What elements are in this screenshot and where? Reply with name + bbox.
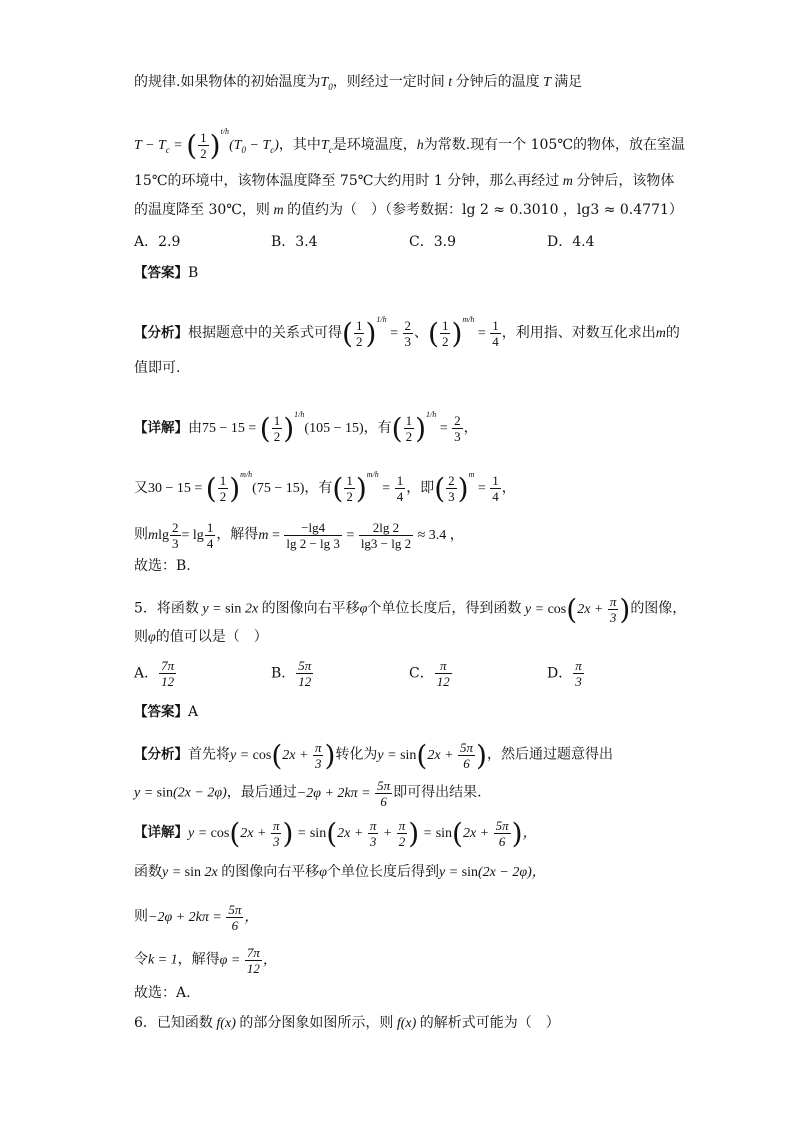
option-b[interactable]: B． $\frac{5\pi}{12}$ (271, 658, 312, 689)
math-fx: f(x) (393, 1016, 420, 1031)
option-b[interactable]: B．3.4 (271, 234, 318, 250)
math-expr: φ = $\frac{7\pi}{12}$ ， (219, 945, 277, 976)
text: 由 (188, 420, 202, 436)
text: 15℃的环境中，该物体温度降至 75℃大约用时 1 分钟，那么再经过 (134, 173, 560, 189)
text: 6．已知函数 (134, 1015, 213, 1031)
answer-value: B (188, 265, 199, 281)
problem4-analysis-line2 (134, 358, 180, 378)
text: 的温度降至 30℃，则 (134, 202, 270, 218)
text: 是环境温度， (332, 137, 417, 153)
text: 首先将 (188, 746, 230, 763)
option-a[interactable]: A．2.9 (134, 234, 181, 250)
text: 转化为 (335, 746, 378, 763)
text: 值即可. (134, 360, 181, 376)
problem5-stem-line2 (134, 627, 268, 648)
answer-value: A (188, 704, 199, 720)
problem4-detail-line2 (134, 465, 516, 504)
text: 令 (134, 951, 148, 968)
option-letter: C． (409, 665, 434, 682)
text: ，解得 (177, 951, 220, 968)
math-expr: y = cos(2x + $\frac{\pi}{3}$ ) (521, 592, 631, 626)
option-c[interactable]: C． $\frac{\pi}{12}$ (409, 658, 450, 689)
problem5-detail-line3 (134, 902, 258, 933)
answer-tag: 【答案】 (134, 704, 188, 720)
problem4-formula-line (134, 122, 685, 161)
text: ，其中 (278, 137, 321, 153)
detail-tag: 【详解】 (134, 420, 188, 436)
text: ，即 (406, 480, 435, 496)
math-expr: m = $\frac{-\lg 4}{\lg 2 - \lg 3}$ = $\frac{2\lg 2}{\lg 3 - \lg 2}$ ≈ 3.4 ， (258, 520, 464, 551)
text: 的图像向右平移 (261, 600, 360, 617)
math-expr: ( $\frac{1}{2}$ )$^{m/h}$ = $\frac{1}{4}$ (332, 470, 404, 505)
math-expr: y = sin(2x + $\frac{5\pi}{6}$ ) (377, 738, 487, 772)
text: ，则经过一定时间 (332, 74, 445, 90)
text: 故选：A. (134, 985, 191, 1001)
text: 则 (134, 908, 148, 925)
problem4-detail-line3 (134, 520, 464, 551)
option-letter: B． (271, 665, 296, 682)
math-m: m (655, 326, 666, 341)
text: 满足 (554, 74, 583, 90)
text: ，最后通过 (226, 784, 297, 801)
text: 故选：B. (134, 558, 191, 574)
problem5-answer (134, 702, 198, 722)
math-expr: y = sin 2x (162, 865, 222, 880)
problem5-analysis-line2 (134, 778, 482, 809)
problem5-conclusion (134, 983, 191, 1003)
math-expr: −2φ + 2kπ = $\frac{5\pi}{6}$ (296, 778, 391, 809)
text: 的规律.如果物体的初始温度为 (134, 74, 321, 90)
text: 则 (134, 629, 148, 645)
math-expr: 75 − 15 = ( $\frac{1}{2}$ )$^{1/h}$(105 − 15) (202, 410, 364, 445)
math-expr: −2φ + 2kπ = $\frac{5\pi}{6}$ ， (148, 902, 259, 933)
option-c[interactable]: C．3.9 (409, 234, 456, 250)
problem4-detail-line1 (134, 405, 478, 444)
math-expr: ( $\frac{1}{2}$ )$^{1/h}$ = $\frac{2}{3}$ ， (391, 410, 478, 445)
option-letter: A． (134, 665, 159, 682)
math-phi: φ (148, 630, 156, 645)
math-expr: mlg $\frac{2}{3}$ = lg $\frac{1}{4}$ (148, 520, 214, 551)
math-m: m (559, 174, 577, 189)
text: 又 (134, 480, 148, 496)
problem4-answer (134, 263, 198, 283)
text: 的 (665, 325, 680, 341)
text: 分钟后，该物体 (576, 173, 675, 189)
problem6-stem (134, 1013, 560, 1034)
problem5-options (134, 658, 694, 694)
answer-tag: 【答案】 (134, 265, 188, 281)
text: 个单位长度后得到 (326, 864, 439, 880)
math-formula: $T - T_c$ = ( $\frac{1}{2}$ )$^{t/h}(T_0 - T_c)$ (134, 127, 279, 162)
option-d[interactable]: D．4.4 (547, 234, 595, 250)
math-expr: 30 − 15 = ( $\frac{1}{2}$ )$^{m/h}$(75 − 15) (148, 470, 305, 505)
math-expr: y = cos(2x + $\frac{\pi}{3}$ ) = sin(2x + $\frac{\pi}{3}$ + $\frac{\pi}{2}$ ) = sin(2x + $\frac{5\pi}{6}$ )， (188, 816, 537, 850)
problem4-text-line1 (134, 72, 582, 97)
option-letter: D． (547, 665, 573, 682)
analysis-tag: 【分析】 (134, 325, 188, 341)
problem5-stem-line1 (134, 594, 686, 625)
problem4-options (134, 232, 694, 252)
text: ，有 (304, 480, 333, 496)
option-d[interactable]: D． $\frac{\pi}{3}$ (547, 658, 582, 689)
text: 的图像， (630, 600, 687, 617)
math-expr: k = 1 (148, 952, 178, 968)
text: 的部分图象如图所示，则 (239, 1015, 394, 1031)
math-Tc: $T_c$ (320, 138, 333, 155)
problem5-analysis-line1 (134, 740, 613, 771)
analysis-tag: 【分析】 (134, 746, 188, 763)
problem5-detail-line2 (134, 862, 546, 883)
text: 的图像向右平移 (221, 864, 320, 880)
math-t: t (444, 75, 456, 90)
math-m: m (269, 203, 288, 218)
math-fx: f(x) (212, 1016, 240, 1031)
math-expr: ( $\frac{1}{2}$ )$^{1/h}$ = $\frac{2}{3}$ 、( $\frac{1}{2}$ )$^{m/h}$ = $\frac{1}{4}$ (342, 315, 499, 350)
text: ，利用指、对数互化求出 (501, 325, 656, 341)
problem4-conclusion (134, 556, 191, 576)
text: 的值可以是（ ） (155, 629, 268, 645)
math-expr: y = sin 2x (198, 601, 262, 617)
problem4-text-line4 (134, 200, 683, 221)
text: ，然后通过题意得出 (486, 746, 613, 763)
math-expr: ( $\frac{2}{3}$ )$^m$ = $\frac{1}{4}$ ， (434, 470, 516, 505)
math-T: T (539, 75, 555, 90)
text: ，有 (363, 420, 392, 436)
text: 则 (134, 526, 148, 543)
problem4-analysis (134, 310, 680, 349)
text: 为常数.现有一个 105℃的物体，放在室温 (423, 137, 686, 153)
math-expr: y = cos(2x + $\frac{\pi}{3}$ ) (230, 738, 336, 772)
problem5-detail-line1 (134, 818, 537, 849)
text: 函数 (134, 864, 162, 880)
detail-tag: 【详解】 (134, 824, 188, 841)
problem5-detail-line4 (134, 945, 277, 976)
text: 即可得出结果. (393, 784, 482, 801)
text: 的解析式可能为（ ） (419, 1015, 560, 1031)
math-h: h (416, 138, 424, 153)
text: 个单位长度后，得到函数 (367, 600, 522, 617)
option-a[interactable]: A． $\frac{7\pi}{12}$ (134, 658, 175, 689)
math-expr: y = sin(2x − 2φ) (134, 785, 227, 801)
math-expr: y = sin(2x − 2φ)， (438, 865, 546, 880)
math-phi: φ (319, 865, 327, 880)
text: 根据题意中的关系式可得 (188, 325, 342, 341)
math-phi: φ (359, 601, 368, 617)
text: 的值约为（ ）（参考数据：lg 2 ≈ 0.3010 ，lg3 ≈ 0.4771） (287, 202, 683, 218)
problem4-text-line3 (134, 171, 674, 192)
text: ，解得 (216, 526, 259, 543)
text: 分钟后的温度 (455, 74, 540, 90)
math-T0: $T_0$ (320, 75, 333, 92)
text: 5．将函数 (134, 600, 199, 617)
